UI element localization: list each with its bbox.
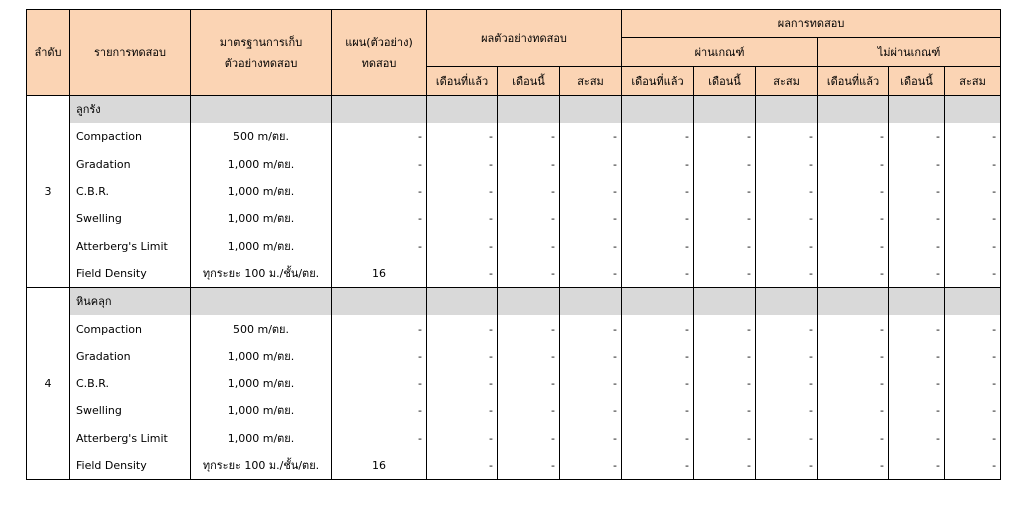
group-seq: 3 [27,96,70,288]
sampling-standard: 1,000 m/ตย. [191,232,332,259]
group-empty-cell [191,288,332,316]
group-row [27,96,1001,124]
fail-last-month-value: - [818,260,889,288]
fail-last-month-value: - [818,151,889,178]
sampling-standard: 1,000 m/ตย. [191,343,332,370]
pass-this-month-value: - [694,151,756,178]
header-pass: ผ่านเกณฑ์ [622,38,818,67]
pass-this-month-value: - [694,260,756,288]
test-item: C.B.R. [70,178,191,205]
fail-this-month-value: - [889,260,945,288]
fail-this-month-value: - [889,178,945,205]
samples-this-month-value: - [498,205,560,232]
fail-cumulative-value: - [945,452,1001,480]
header-item: รายการทดสอบ [70,10,191,96]
plan-value: - [332,315,427,342]
fail-this-month-value: - [889,452,945,480]
pass-this-month-value: - [694,205,756,232]
samples-cumulative-value: - [560,370,622,397]
pass-this-month-value: - [694,123,756,150]
pass-cumulative-value: - [756,123,818,150]
fail-last-month-value: - [818,232,889,259]
plan-value: - [332,232,427,259]
pass-this-month-value: - [694,452,756,480]
fail-last-month-value: - [818,205,889,232]
test-item: Field Density [70,452,191,480]
samples-last-month-value: - [427,151,498,178]
sampling-standard: 1,000 m/ตย. [191,370,332,397]
samples-last-month-value: - [427,343,498,370]
samples-this-month-value: - [498,425,560,452]
samples-last-month-value: - [427,178,498,205]
samples-this-month-value: - [498,370,560,397]
plan-value: - [332,425,427,452]
table-row [27,425,1001,452]
plan-value: - [332,370,427,397]
sampling-standard: 1,000 m/ตย. [191,178,332,205]
table-row [27,452,1001,480]
fail-last-month-value: - [818,425,889,452]
pass-last-month-value: - [622,425,694,452]
test-item: Gradation [70,343,191,370]
table-row [27,205,1001,232]
group-empty-cell [560,96,622,124]
table-body [27,96,1001,480]
fail-this-month-value: - [889,425,945,452]
test-item: Gradation [70,151,191,178]
header-standard [191,10,332,96]
group-empty-cell [694,288,756,316]
test-item: Atterberg's Limit [70,425,191,452]
samples-last-month-value: - [427,260,498,288]
plan-value: - [332,178,427,205]
group-empty-cell [756,96,818,124]
samples-cumulative-value: - [560,452,622,480]
samples-cumulative-value: - [560,343,622,370]
header-standard-line1: มาตรฐานการเก็บ [219,35,303,49]
fail-last-month-value: - [818,343,889,370]
samples-this-month-value: - [498,178,560,205]
test-item: Compaction [70,123,191,150]
header-plan [332,10,427,96]
group-empty-cell [191,96,332,124]
samples-cumulative-value: - [560,178,622,205]
pass-last-month-value: - [622,397,694,424]
group-empty-cell [427,288,498,316]
test-item: Swelling [70,397,191,424]
samples-cumulative-value: - [560,205,622,232]
header-samples-this-month: เดือนนี้ [498,67,560,96]
pass-this-month-value: - [694,315,756,342]
pass-this-month-value: - [694,425,756,452]
sampling-standard: ทุกระยะ 100 ม./ชั้น/ตย. [191,452,332,480]
fail-cumulative-value: - [945,232,1001,259]
samples-this-month-value: - [498,123,560,150]
pass-cumulative-value: - [756,452,818,480]
header-pass-this-month: เดือนนี้ [694,67,756,96]
fail-last-month-value: - [818,452,889,480]
group-empty-cell [945,288,1001,316]
fail-cumulative-value: - [945,315,1001,342]
pass-cumulative-value: - [756,232,818,259]
header-samples-last-month: เดือนที่แล้ว [427,67,498,96]
fail-cumulative-value: - [945,370,1001,397]
fail-cumulative-value: - [945,425,1001,452]
test-results-table-container [26,9,1001,480]
samples-last-month-value: - [427,370,498,397]
header-standard-line2: ตัวอย่างทดสอบ [224,56,298,70]
test-item: Compaction [70,315,191,342]
pass-this-month-value: - [694,232,756,259]
pass-cumulative-value: - [756,397,818,424]
plan-value: - [332,123,427,150]
fail-cumulative-value: - [945,123,1001,150]
plan-value: 16 [332,452,427,480]
fail-this-month-value: - [889,397,945,424]
samples-this-month-value: - [498,343,560,370]
header-plan-line1: แผน(ตัวอย่าง) [345,35,413,49]
fail-this-month-value: - [889,343,945,370]
sampling-standard: ทุกระยะ 100 ม./ชั้น/ตย. [191,260,332,288]
header-results: ผลการทดสอบ [622,10,1001,38]
pass-cumulative-value: - [756,315,818,342]
test-item: Swelling [70,205,191,232]
table-row [27,260,1001,288]
pass-last-month-value: - [622,205,694,232]
group-empty-cell [694,96,756,124]
table-row [27,151,1001,178]
header-fail-this-month: เดือนนี้ [889,67,945,96]
group-empty-cell [622,288,694,316]
pass-cumulative-value: - [756,343,818,370]
samples-this-month-value: - [498,232,560,259]
pass-this-month-value: - [694,370,756,397]
header-pass-last-month: เดือนที่แล้ว [622,67,694,96]
table-row [27,232,1001,259]
group-empty-cell [427,96,498,124]
plan-value: 16 [332,260,427,288]
pass-last-month-value: - [622,151,694,178]
group-empty-cell [332,288,427,316]
samples-cumulative-value: - [560,232,622,259]
pass-last-month-value: - [622,232,694,259]
group-empty-cell [560,288,622,316]
samples-last-month-value: - [427,397,498,424]
samples-this-month-value: - [498,397,560,424]
table-row [27,315,1001,342]
sampling-standard: 1,000 m/ตย. [191,151,332,178]
header-fail: ไม่ผ่านเกณฑ์ [818,38,1001,67]
group-empty-cell [498,96,560,124]
group-empty-cell [889,96,945,124]
header-seq: ลำดับ [27,10,70,96]
plan-value: - [332,205,427,232]
group-empty-cell [818,96,889,124]
plan-value: - [332,397,427,424]
table-row [27,343,1001,370]
samples-cumulative-value: - [560,260,622,288]
test-item: Atterberg's Limit [70,232,191,259]
pass-this-month-value: - [694,397,756,424]
pass-last-month-value: - [622,315,694,342]
sampling-standard: 1,000 m/ตย. [191,425,332,452]
samples-last-month-value: - [427,123,498,150]
plan-value: - [332,343,427,370]
fail-cumulative-value: - [945,397,1001,424]
samples-cumulative-value: - [560,425,622,452]
fail-last-month-value: - [818,397,889,424]
samples-cumulative-value: - [560,151,622,178]
samples-this-month-value: - [498,151,560,178]
fail-last-month-value: - [818,178,889,205]
pass-cumulative-value: - [756,370,818,397]
header-samples: ผลตัวอย่างทดสอบ [427,10,622,67]
table-row [27,370,1001,397]
pass-this-month-value: - [694,343,756,370]
pass-last-month-value: - [622,123,694,150]
sampling-standard: 500 m/ตย. [191,315,332,342]
group-name: หินคลุก [70,288,191,316]
test-item: C.B.R. [70,370,191,397]
fail-last-month-value: - [818,123,889,150]
pass-last-month-value: - [622,343,694,370]
header-pass-cumulative: สะสม [756,67,818,96]
group-empty-cell [332,96,427,124]
fail-this-month-value: - [889,232,945,259]
pass-last-month-value: - [622,370,694,397]
header-plan-line2: ทดสอบ [361,56,397,70]
fail-this-month-value: - [889,151,945,178]
group-empty-cell [818,288,889,316]
sampling-standard: 1,000 m/ตย. [191,205,332,232]
samples-cumulative-value: - [560,123,622,150]
group-row [27,288,1001,316]
table-row [27,123,1001,150]
samples-last-month-value: - [427,315,498,342]
fail-this-month-value: - [889,123,945,150]
pass-cumulative-value: - [756,205,818,232]
fail-this-month-value: - [889,205,945,232]
samples-last-month-value: - [427,232,498,259]
header-fail-last-month: เดือนที่แล้ว [818,67,889,96]
pass-last-month-value: - [622,178,694,205]
fail-last-month-value: - [818,370,889,397]
header-samples-cumulative: สะสม [560,67,622,96]
group-seq: 4 [27,288,70,480]
samples-cumulative-value: - [560,397,622,424]
group-empty-cell [889,288,945,316]
samples-this-month-value: - [498,260,560,288]
fail-cumulative-value: - [945,343,1001,370]
group-name: ลูกรัง [70,96,191,124]
pass-last-month-value: - [622,452,694,480]
table-row [27,178,1001,205]
fail-cumulative-value: - [945,151,1001,178]
sampling-standard: 500 m/ตย. [191,123,332,150]
sampling-standard: 1,000 m/ตย. [191,397,332,424]
group-empty-cell [756,288,818,316]
plan-value: - [332,151,427,178]
fail-cumulative-value: - [945,178,1001,205]
samples-this-month-value: - [498,315,560,342]
pass-cumulative-value: - [756,151,818,178]
group-empty-cell [622,96,694,124]
group-empty-cell [498,288,560,316]
pass-this-month-value: - [694,178,756,205]
pass-cumulative-value: - [756,425,818,452]
table-row [27,397,1001,424]
samples-last-month-value: - [427,425,498,452]
pass-cumulative-value: - [756,178,818,205]
pass-cumulative-value: - [756,260,818,288]
fail-cumulative-value: - [945,205,1001,232]
header-fail-cumulative: สะสม [945,67,1001,96]
samples-cumulative-value: - [560,315,622,342]
group-empty-cell [945,96,1001,124]
samples-last-month-value: - [427,452,498,480]
fail-this-month-value: - [889,315,945,342]
fail-last-month-value: - [818,315,889,342]
fail-this-month-value: - [889,370,945,397]
fail-cumulative-value: - [945,260,1001,288]
pass-last-month-value: - [622,260,694,288]
test-item: Field Density [70,260,191,288]
samples-this-month-value: - [498,452,560,480]
test-results-table [26,9,1001,480]
samples-last-month-value: - [427,205,498,232]
